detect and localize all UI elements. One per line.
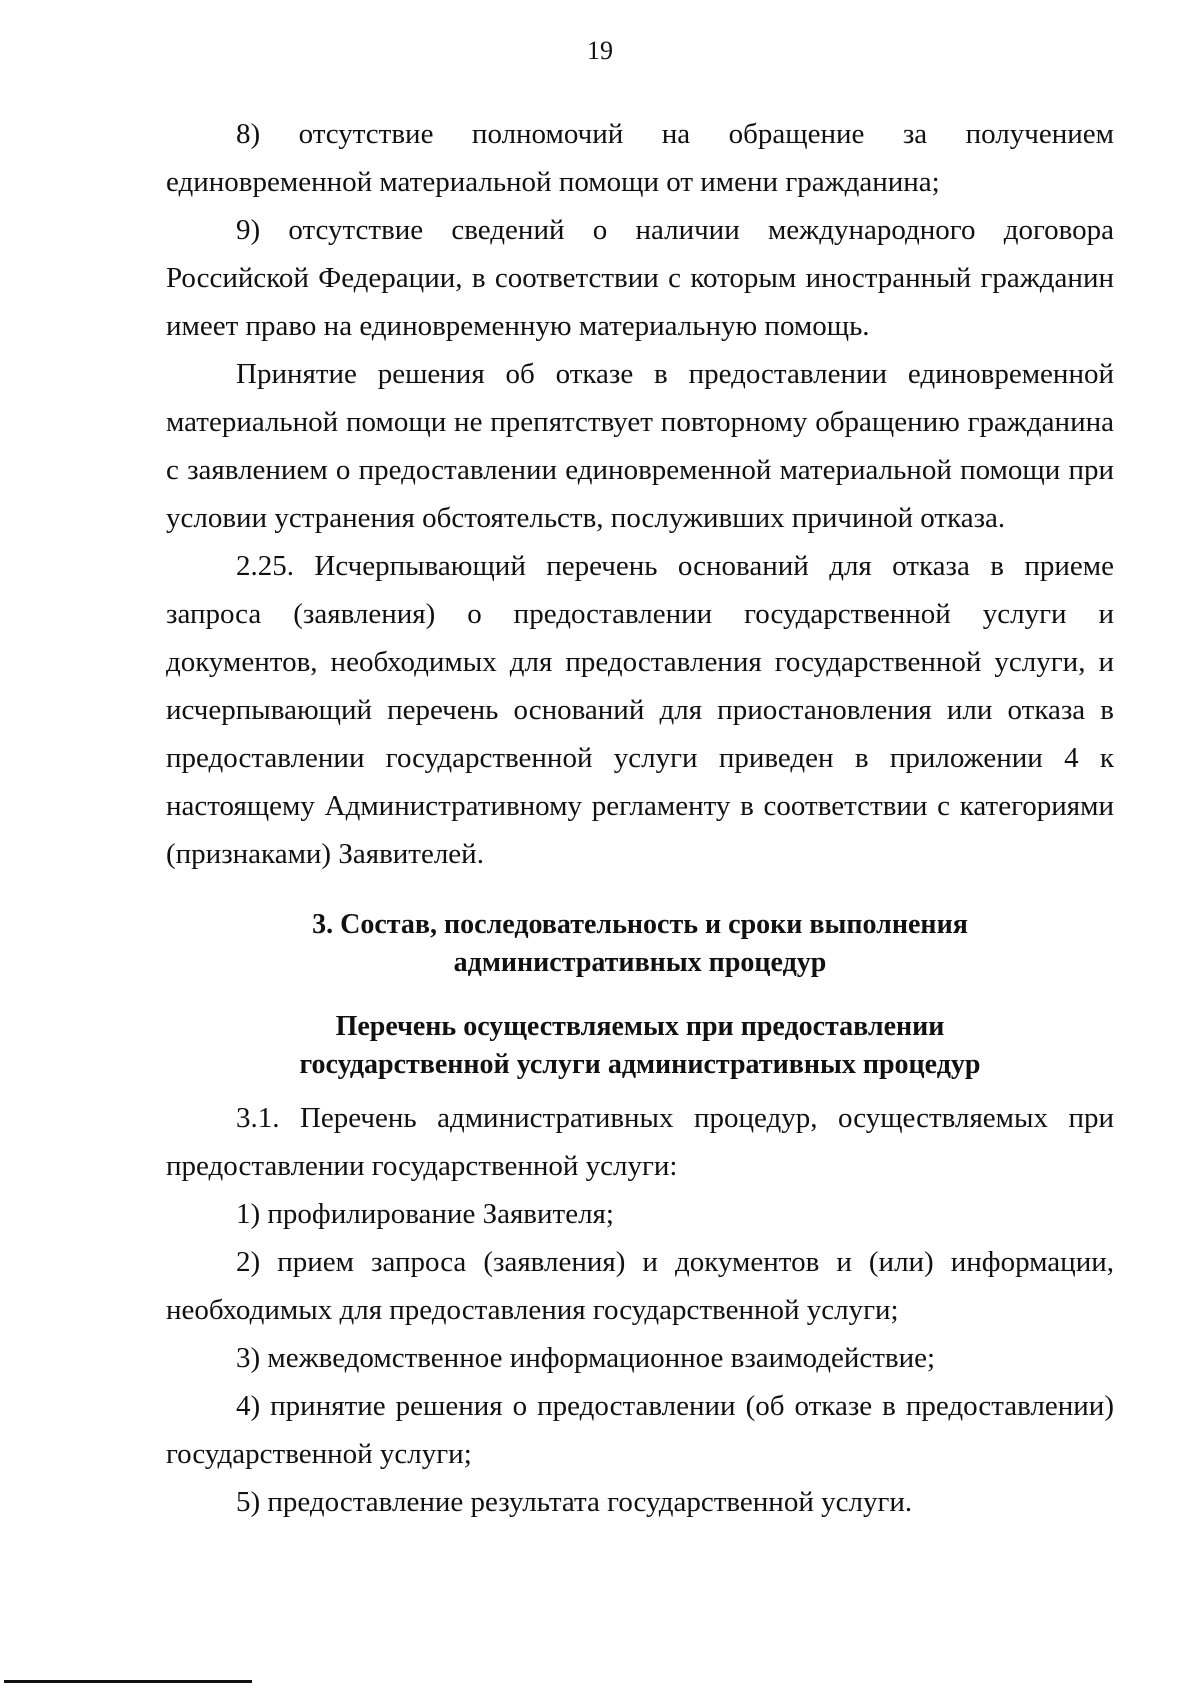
list-item-4: 4) принятие решения о предоставлении (об отказе в предоставлении) государственной услуги;: [166, 1390, 1114, 1470]
list-item-2: 2) прием запроса (заявления) и документов и (или) информации, необходимых для предоставления государственной услуги;: [166, 1246, 1114, 1326]
section-heading-line-2: административных процедур: [453, 947, 827, 978]
page-number: 19: [587, 36, 613, 65]
subsection-heading: [166, 1008, 1114, 1084]
paragraph-item-9: 9) отсутствие сведений о наличии международного договора Российской Федерации, в соответствии с которым иностранный гражданин имеет право на единовременную материальную помощь.: [166, 214, 1114, 342]
section-heading-line-1: 3. Состав, последовательность и сроки выполнения: [312, 909, 968, 940]
document-body: [166, 110, 1114, 1526]
paragraph-item-8: 8) отсутствие полномочий на обращение за получением единовременной материальной помощи от имени гражданина;: [166, 118, 1114, 198]
footer-rule: [4, 1680, 252, 1683]
list-item-3: 3) межведомственное информационное взаимодействие;: [236, 1342, 936, 1374]
paragraph-3-1: 3.1. Перечень административных процедур, осуществляемых при предоставлении государственной услуги:: [166, 1102, 1114, 1182]
paragraph-2-25: 2.25. Исчерпывающий перечень оснований для отказа в приеме запроса (заявления) о предоставлении государственной услуги и документов, необходимых для предоставления государственной услуги, и исчерпывающий перечень оснований для приостановления или отказа в предоставлении государственной услуги приведен в приложении 4 к настоящему Административному регламенту в соответствии с категориями (признаками) Заявителей.: [166, 550, 1114, 870]
list-item-1: 1) профилирование Заявителя;: [236, 1198, 614, 1230]
section-heading: [166, 906, 1114, 982]
subsection-heading-line-2: государственной услуги административных процедур: [299, 1049, 981, 1080]
subsection-heading-line-1: Перечень осуществляемых при предоставлении: [335, 1011, 945, 1042]
paragraph-refusal-decision: Принятие решения об отказе в предоставлении единовременной материальной помощи не препятствует повторному обращению гражданина с заявлением о предоставлении единовременной материальной помощи при условии устранения обстоятельств, послуживших причиной отказа.: [166, 358, 1114, 534]
list-item-5: 5) предоставление результата государственной услуги.: [236, 1486, 913, 1518]
